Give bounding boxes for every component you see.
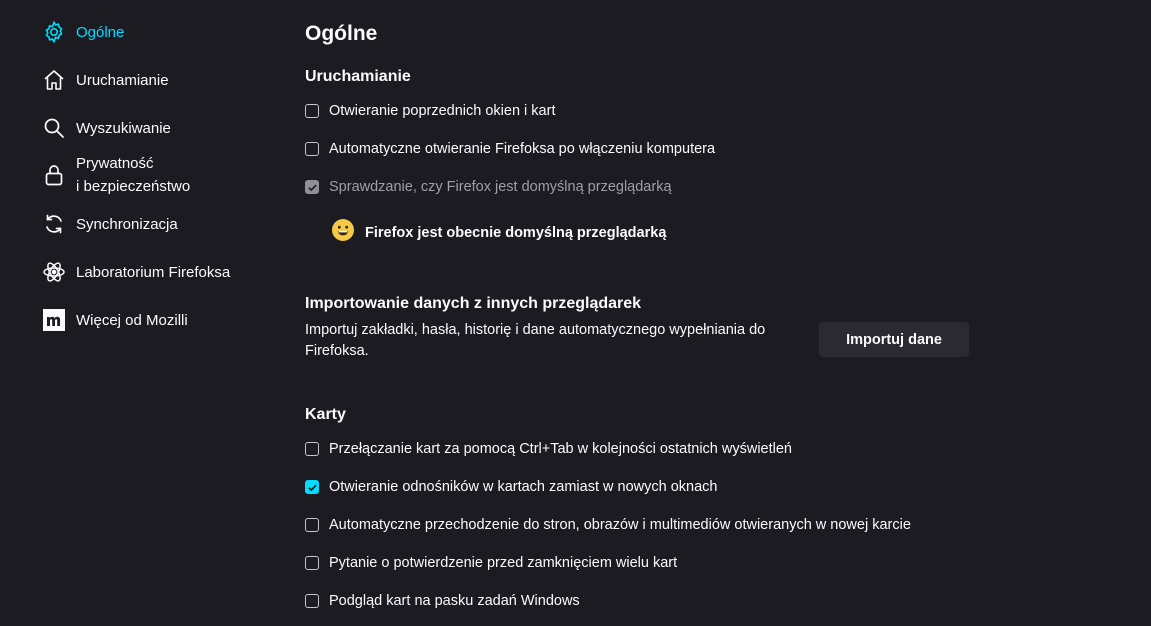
checkbox[interactable] — [305, 594, 319, 608]
checkbox[interactable] — [305, 442, 319, 456]
option-open-links-in-tabs[interactable] — [305, 479, 717, 495]
mozilla-logo-icon — [42, 308, 66, 332]
checkbox[interactable] — [305, 480, 319, 494]
import-description: Importuj zakładki, hasła, historię i dane automatycznego wypełniania do Firefoksa. — [305, 322, 766, 359]
option-label: Automatyczne przechodzenie do stron, obrazów i multimediów otwieranych w nowej karcie — [329, 517, 911, 533]
smiley-icon — [331, 218, 355, 247]
option-check-default-browser — [305, 179, 672, 195]
option-restore-session[interactable] — [305, 103, 555, 119]
option-label: Otwieranie odnośników w kartach zamiast w nowych oknach — [329, 479, 718, 495]
sidebar-item-label: Synchronizacja — [76, 215, 178, 233]
section-title-tabs: Karty — [305, 406, 346, 423]
option-label: Automatyczne otwieranie Firefoksa po włączeniu komputera — [329, 141, 716, 157]
sidebar-item-sync[interactable] — [42, 212, 178, 236]
default-browser-status — [331, 218, 666, 247]
sidebar-item-label: Więcej od Mozilli — [76, 311, 188, 329]
option-switch-to-new-tab[interactable] — [305, 517, 911, 533]
atom-icon — [42, 260, 66, 284]
checkbox[interactable] — [305, 518, 319, 532]
home-icon — [42, 68, 66, 92]
sidebar-item-label: Laboratorium Firefoksa — [76, 263, 231, 281]
option-label: Sprawdzanie, czy Firefox jest domyślną przeglądarką — [329, 179, 672, 195]
page-title: Ogólne — [305, 22, 378, 45]
option-taskbar-previews[interactable] — [305, 593, 580, 609]
option-label: Podgląd kart na pasku zadań Windows — [329, 593, 580, 609]
default-browser-text: Firefox jest obecnie domyślną przeglądarką — [365, 224, 667, 241]
checkbox[interactable] — [305, 556, 319, 570]
option-label: Pytanie o potwierdzenie przed zamknięciem wielu kart — [329, 555, 678, 571]
main-content — [305, 0, 1145, 626]
checkmark-icon — [307, 182, 318, 193]
gear-icon — [42, 20, 66, 44]
section-title-startup: Uruchamianie — [305, 68, 411, 85]
sidebar — [0, 0, 280, 626]
option-autostart[interactable] — [305, 141, 715, 157]
section-title-import: Importowanie danych z innych przeglądarek — [305, 295, 642, 312]
sidebar-item-labs[interactable] — [42, 260, 230, 284]
sidebar-item-more-from-mozilla[interactable] — [42, 308, 188, 332]
option-label: Otwieranie poprzednich okien i kart — [329, 103, 556, 119]
checkmark-icon — [307, 482, 318, 493]
sidebar-item-search[interactable] — [42, 116, 171, 140]
sidebar-item-label: Ogólne — [76, 23, 125, 41]
sidebar-item-label: Uruchamianie — [76, 71, 169, 89]
sidebar-item-privacy[interactable] — [42, 152, 190, 198]
lock-icon — [42, 163, 66, 187]
sidebar-item-label: Wyszukiwanie — [76, 119, 171, 137]
search-icon — [42, 116, 66, 140]
option-label: Przełączanie kart za pomocą Ctrl+Tab w kolejności ostatnich wyświetleń — [329, 441, 792, 457]
checkbox — [305, 180, 319, 194]
sync-icon — [42, 212, 66, 236]
sidebar-item-startup[interactable] — [42, 68, 169, 92]
import-data-button[interactable]: Importuj dane — [819, 322, 969, 357]
option-warn-close-tabs[interactable] — [305, 555, 677, 571]
sidebar-item-general[interactable] — [42, 20, 124, 44]
option-ctrl-tab-recent[interactable] — [305, 441, 792, 457]
checkbox[interactable] — [305, 104, 319, 118]
sidebar-item-label: Prywatność i bezpieczeństwo — [76, 155, 191, 195]
checkbox[interactable] — [305, 142, 319, 156]
